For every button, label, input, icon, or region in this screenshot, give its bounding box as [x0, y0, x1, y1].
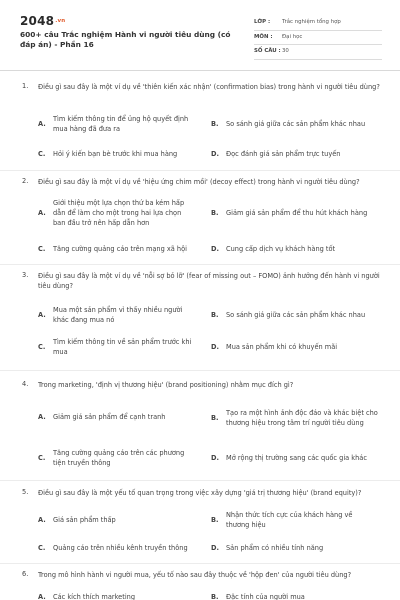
question-divider	[0, 264, 400, 265]
page-header	[0, 0, 400, 66]
meta-class: LỚP : Trắc nghiệm tổng hợp	[254, 16, 382, 31]
question-text: Điều gì sau đây là một ví dụ về 'hiệu ứng chim mồi' (decoy effect) trong hành vi người tiêu dùng?	[38, 178, 360, 186]
option-b[interactable]: B. Tạo ra một hình ảnh độc đáo và khác biệt cho thương hiệu trong tâm trí người tiêu dùng	[211, 409, 378, 427]
question-text: Điều gì sau đây là một ví dụ về 'nỗi sợ bỏ lỡ' (fear of missing out – FOMO) ảnh hưởng đến hành vi người tiêu dùng?	[38, 272, 380, 290]
option-c[interactable]: C. Hỏi ý kiến bạn bè trước khi mua hàng	[38, 150, 178, 158]
meta-subject: MÔN : Đại học	[254, 31, 382, 46]
header-divider	[0, 70, 400, 71]
option-a[interactable]: A. Các kích thích marketing	[38, 593, 136, 600]
option-c[interactable]: C. Tăng cường quảng cáo trên các phương tiện truyền thông	[38, 449, 185, 467]
question-text: Trong mô hình hành vi người mua, yếu tố nào sau đây thuộc về 'hộp đen' của người tiêu dùng?	[38, 571, 352, 579]
question-text: Điều gì sau đây là một ví dụ về 'thiên kiến xác nhận' (confirmation bias) trong hành vi người tiêu dùng?	[38, 83, 380, 91]
option-c[interactable]: C. Tăng cường quảng cáo trên mạng xã hội	[38, 245, 187, 253]
page-title: 600+ câu Trắc nghiệm Hành vi người tiêu dùng (có đáp án) - Phần 16	[20, 30, 231, 49]
question-divider	[0, 480, 400, 481]
option-a[interactable]: A. Giảm giá sản phẩm để cạnh tranh	[38, 413, 166, 421]
question-divider	[0, 170, 400, 171]
option-d[interactable]: D. Sản phẩm có nhiều tính năng	[211, 544, 324, 552]
option-a[interactable]: A. Mua một sản phẩm vì thấy nhiều người khác đang mua nó	[38, 306, 183, 324]
question-text: Điều gì sau đây là một yếu tố quan trọng trong việc xây dựng 'giá trị thương hiệu' (brand equity)?	[38, 489, 362, 497]
meta-question-count: SỐ CÂU : 30	[254, 45, 382, 60]
quiz-meta	[254, 16, 382, 60]
option-b[interactable]: B. Giảm giá sản phẩm để thu hút khách hàng	[211, 209, 368, 217]
option-d[interactable]: D. Đọc đánh giá sản phẩm trực tuyến	[211, 150, 341, 158]
site-logo[interactable]: $2048^{.vn}$	[20, 14, 66, 28]
option-d[interactable]: D. Mua sản phẩm khi có khuyến mãi	[211, 343, 338, 351]
option-a[interactable]: A. Giới thiệu một lựa chọn thứ ba kém hấp dẫn để làm cho một trong hai lựa chọn ban đầu trở nên hấp dẫn hơn	[38, 199, 185, 227]
option-b[interactable]: B. So sánh giá giữa các sản phẩm khác nhau	[211, 311, 366, 319]
option-c[interactable]: C. Tìm kiếm thông tin về sản phẩm trước khi mua	[38, 338, 192, 356]
option-a[interactable]: A. Giá sản phẩm thấp	[38, 516, 116, 524]
question-divider	[0, 563, 400, 564]
option-b[interactable]: B. Nhận thức tích cực của khách hàng về thương hiệu	[211, 511, 353, 529]
question-text: Trong marketing, 'định vị thương hiệu' (brand positioning) nhằm mục đích gì?	[38, 381, 294, 389]
option-d[interactable]: D. Cung cấp dịch vụ khách hàng tốt	[211, 245, 336, 253]
option-b[interactable]: B. Đặc tính của người mua	[211, 593, 305, 600]
option-c[interactable]: C. Quảng cáo trên nhiều kênh truyền thông	[38, 544, 188, 552]
option-a[interactable]: A. Tìm kiếm thông tin để ủng hộ quyết định mua hàng đã đưa ra	[38, 115, 189, 133]
question-divider	[0, 370, 400, 371]
option-d[interactable]: D. Mở rộng thị trường sang các quốc gia khác	[211, 454, 367, 462]
option-b[interactable]: B. So sánh giá giữa các sản phẩm khác nhau	[211, 120, 366, 128]
